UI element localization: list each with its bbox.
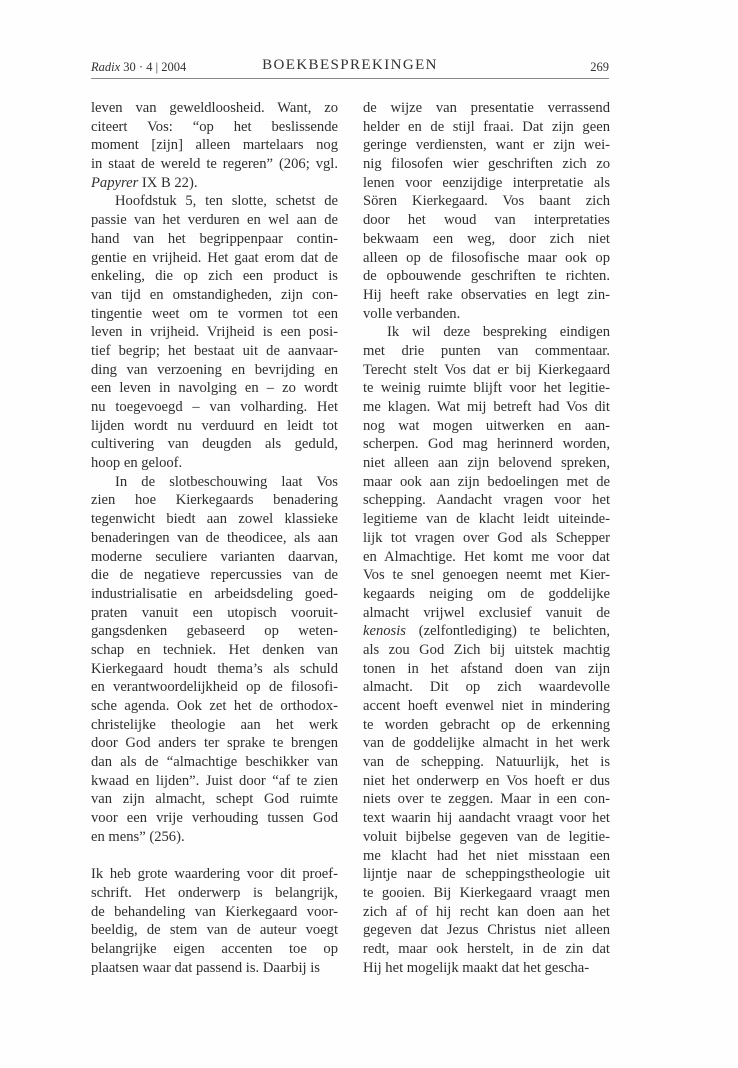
text-line: accent hoeft evenwel niet in mindering: [363, 698, 610, 714]
text-line: ding van verzoening en bevrijding en: [91, 361, 338, 378]
text-line: tegenwicht biedt aan zowel klassieke: [91, 511, 338, 528]
text-line: geringe verdiensten, want er zijn wei-: [363, 137, 610, 154]
text-line: die de negatieve repercussies van de: [91, 567, 338, 584]
text-line: kegaards neiging om de goddelijke: [363, 585, 610, 602]
left-text-column: [91, 99, 338, 977]
italic-term: Papyrer: [91, 174, 139, 191]
text-line: Hij het mogelijk maakt dat het gescha-: [363, 959, 590, 976]
text-line: in staat de wereld te regeren” (206; vgl.: [91, 156, 338, 173]
text-line: tonen in het afstand doen van zijn: [363, 660, 610, 677]
text-line: sche agenda. Ook zet het de orthodox-: [91, 698, 338, 714]
text-line: me klagen. Wat mij betreft had Vos dit: [363, 399, 610, 415]
text-line: met drie punten van commentaar.: [363, 342, 610, 359]
text-line: zich af of hij recht kan doen aan het: [363, 903, 610, 920]
text-line: hand van het begrippenpaar contin-: [91, 230, 338, 247]
page-number: 269: [590, 60, 609, 74]
text-line: scherpen. God mag herinnerd worden,: [363, 436, 610, 453]
text-line: schrift. Het onderwerp is belangrijk,: [91, 884, 338, 901]
text-line: redt, maar ook herstelt, in de zin dat: [363, 940, 610, 957]
text-line: [91, 174, 338, 193]
text-line: lijk tot vragen over God als Schepper: [363, 529, 610, 546]
text-line: plaatsen waar dat passend is. Daarbij is: [91, 959, 320, 976]
text-line: te worden gebracht op de erkenning: [363, 716, 610, 733]
text-line: lenen voor eenzijdige interpretatie als: [363, 174, 610, 191]
text-line: nu toegevoegd – van volharding. Het: [91, 399, 338, 415]
text-line: Vos te snel genoegen neemt met Kier-: [363, 567, 610, 584]
text-line: schepping. Aandacht vragen voor het: [363, 492, 610, 509]
text-line: Kierkegaard houdt thema’s als schuld: [91, 660, 338, 677]
text-line: almacht. Dit op zich waardevolle: [363, 679, 610, 696]
text-line: text waarin hij aandacht vraagt voor het: [363, 810, 610, 827]
text-line: moderne seculiere varianten daarvan,: [91, 548, 338, 565]
text-line: hoop en geloof.: [91, 455, 183, 472]
text-line: en Almachtige. Het komt me voor dat: [363, 548, 610, 565]
journal-issue: 30 · 4 | 2004: [120, 60, 187, 74]
text-line: door God anders ter sprake te brengen: [91, 735, 338, 752]
text-line: de behandeling van Kierkegaard voor-: [91, 903, 338, 920]
section-title: BOEKBESPREKINGEN: [262, 57, 438, 73]
text-line: passie van het verduren en wel aan de: [91, 212, 338, 229]
text-line: benaderingen van de theodicee, als aan: [91, 529, 338, 546]
text-line: cultivering van deugden als geduld,: [91, 436, 338, 453]
text-line: legitieme van de klacht leidt uiteinde-: [363, 511, 610, 528]
text-line: leven in vrijheid. Vrijheid is een posi-: [91, 324, 338, 341]
italic-term: kenosis: [363, 623, 406, 640]
text-line: bekwaam een weg, door zich niet: [363, 230, 610, 247]
journal-name: Radix: [91, 60, 121, 74]
text-line: gegeven dat Jezus Christus niet alleen: [363, 922, 610, 939]
text-line: van de goddelijke almacht in het werk: [363, 735, 610, 752]
text-line: alleen op de filosofische maar ook op: [363, 249, 610, 266]
text-line: gentie en vrijheid. Het gaat erom dat de: [91, 249, 338, 266]
blank-line: [91, 847, 338, 866]
text-line: dan als de “almachtige beschikker van: [91, 754, 338, 771]
running-head: [91, 58, 609, 79]
text-line: beeldig, de stem van de auteur voegt: [91, 922, 338, 939]
text-line: en verantwoordelijkheid op de filosofi-: [91, 679, 338, 696]
text-line: tief begrip; het bestaat uit de aanvaar-: [91, 342, 338, 359]
text-span: (zelfontlediging) te belichten,: [405, 623, 610, 640]
text-line: christelijke theologie aan het werk: [91, 716, 338, 733]
text-line: me klacht had het niet misstaan een: [363, 847, 610, 864]
text-line: moment [zijn] alleen martelaars nog: [91, 137, 338, 154]
text-line: belangrijke eigen accenten toe op: [91, 940, 338, 957]
text-line: schap en techniek. Het denken van: [91, 641, 338, 658]
text-line: Terecht stelt Vos dat er bij Kierkegaard: [363, 361, 610, 378]
text-line: Hij heeft rake observaties en legt zin-: [363, 286, 610, 303]
text-line: een leven in navolging en – zo wordt: [91, 380, 338, 397]
text-line: en mens” (256).: [91, 828, 185, 845]
right-text-column: [363, 99, 610, 977]
text-line: industrialisatie en arbeidsdeling goed-: [91, 585, 338, 602]
text-line: volle verbanden.: [363, 305, 461, 322]
text-line: zien hoe Kierkegaards benadering: [91, 492, 338, 509]
text-line: voluit bijbelse gegeven van de legitie-: [363, 828, 610, 845]
text-line: citeert Vos: “op het beslissende: [91, 118, 338, 135]
text-line: tingentie weet om te vormen tot een: [91, 305, 338, 322]
text-line: niet alleen aan zijn belovend spreken,: [363, 455, 610, 472]
text-line: maar ook aan zijn bedoelingen met de: [363, 473, 610, 490]
text-span: IX B 22).: [138, 174, 198, 191]
text-line: de wijze van presentatie verrassend: [363, 100, 610, 116]
text-line: niets over te zeggen. Maar in een con-: [363, 791, 610, 808]
text-line: van de schepping. Natuurlijk, het is: [363, 754, 610, 771]
text-line: Sören Kierkegaard. Vos baant zich: [363, 193, 610, 210]
text-line: Ik heb grote waardering voor dit proef-: [91, 866, 338, 883]
text-line: te gooien. Bij Kierkegaard vraagt men: [363, 884, 610, 901]
text-line: als zou God Zich bij uitstek machtig: [363, 641, 610, 658]
text-line: de opbouwende geschriften te richten.: [363, 268, 610, 285]
text-line: te weinig ruimte blijft voor het legitie-: [363, 380, 610, 397]
text-line: gangsdenken gebaseerd op weten-: [91, 623, 338, 640]
text-line: praten vanuit een utopisch vooruit-: [91, 604, 338, 621]
text-line: almacht vrijwel exclusief vanuit de: [363, 604, 610, 621]
text-line: In de slotbeschouwing laat Vos: [115, 473, 338, 490]
text-line: nig filosofen wier geschriften zich zo: [363, 156, 610, 173]
text-line: [363, 622, 610, 641]
text-line: kwaad en lijden”. Juist door “af te zien: [91, 772, 338, 789]
text-line: niet het onderwerp en Vos hoeft er dus: [363, 772, 610, 789]
text-line: enkeling, die op zich een product is: [91, 268, 338, 285]
text-line: helder en de stijl fraai. Dat zijn geen: [363, 118, 610, 135]
text-line: van tijd en omstandigheden, zijn con-: [91, 286, 338, 303]
text-line: Hoofdstuk 5, ten slotte, schetst de: [115, 193, 338, 210]
text-line: leven van geweldloosheid. Want, zo: [91, 100, 338, 116]
text-line: van zijn almacht, schept God ruimte: [91, 791, 338, 808]
text-line: door het woud van interpretaties: [363, 212, 610, 229]
text-line: voor een vrije verhouding tussen God: [91, 810, 338, 827]
text-line: lijntje naar de scheppingstheologie uit: [363, 866, 610, 883]
text-line: Ik wil deze bespreking eindigen: [387, 324, 610, 341]
text-line: lijden wordt nu verduurd en leidt tot: [91, 417, 338, 434]
text-line: nog wat mogen uitwerken en aan-: [363, 417, 610, 434]
